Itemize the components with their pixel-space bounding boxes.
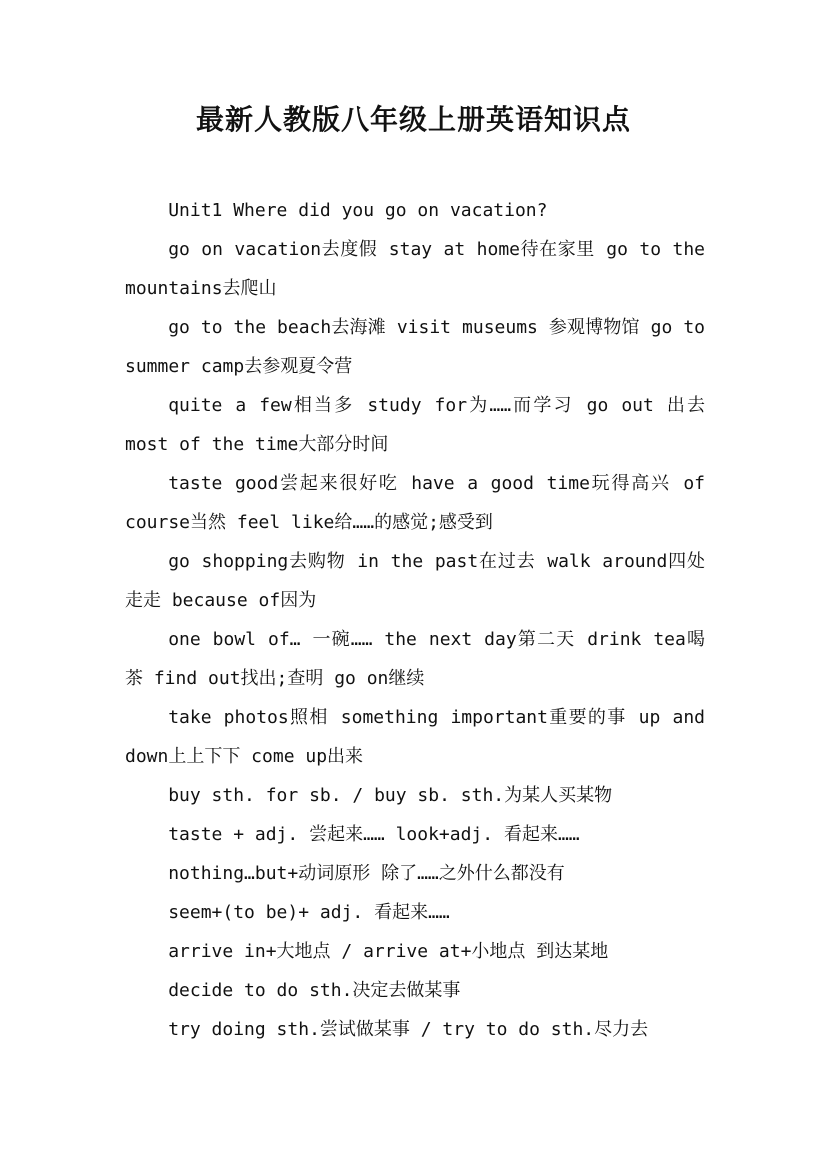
paragraph: quite a few相当多 study for为……而学习 go out 出去 most of the time大部分时间 [125, 395, 705, 455]
paragraph: Unit1 Where did you go on vacation? [168, 200, 548, 221]
paragraph: go shopping去购物 in the past在过去 walk around四处走走 because of因为 [125, 551, 705, 611]
document-title: 最新人教版八年级上册英语知识点 [195, 103, 631, 136]
paragraph: try doing sth.尝试做某事 / try to do sth.尽力去 [168, 1019, 649, 1040]
paragraph: seem+(to be)+ adj. 看起来…… [168, 902, 450, 923]
paragraph: nothing…but+动词原形 除了……之外什么都没有 [168, 863, 565, 884]
paragraph: decide to do sth.决定去做某事 [168, 980, 461, 1001]
paragraph: go to the beach去海滩 visit museums 参观博物馆 go to summer camp去参观夏令营 [125, 317, 705, 377]
paragraph: taste + adj. 尝起来…… look+adj. 看起来…… [168, 824, 580, 845]
document-body [125, 191, 705, 1049]
paragraph: take photos照相 something important重要的事 up and down上上下下 come up出来 [125, 707, 705, 767]
paragraph: arrive in+大地点 / arrive at+小地点 到达某地 [168, 941, 609, 962]
paragraph: one bowl of… 一碗…… the next day第二天 drink tea喝茶 find out找出;查明 go on继续 [125, 629, 705, 689]
paragraph: go on vacation去度假 stay at home待在家里 go to the mountains去爬山 [125, 239, 705, 299]
paragraph: buy sth. for sb. / buy sb. sth.为某人买某物 [168, 785, 613, 806]
paragraph: taste good尝起来很好吃 have a good time玩得高兴 of course当然 feel like给……的感觉;感受到 [125, 473, 705, 533]
